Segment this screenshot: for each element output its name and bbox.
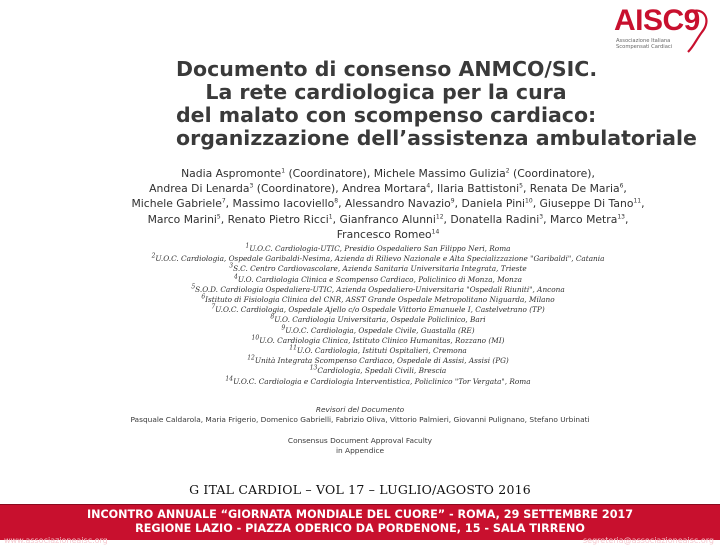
reviewers-names: Pasquale Caldarola, Maria Frigerio, Domenico Gabrielli, Fabrizio Oliva, Vittorio Palmieri, Giovanni Pulignano, Stefano Urbinati [130,415,590,425]
affiliation-superscript: 7 [221,197,226,205]
author-line [118,166,658,181]
reviewers-heading: Revisori del Documento [315,405,405,414]
affiliation-number: 10 [251,334,260,342]
affiliation-number: 14 [225,375,234,383]
banner-line-event: INCONTRO ANNUALE “GIORNATA MONDIALE DEL CUORE” - ROMA, 29 SETTEMBRE 2017 [86,508,634,521]
affiliation-superscript: 4 [426,182,431,190]
affiliation-line [138,366,618,376]
affiliation-number: 9 [281,324,286,332]
affiliation-number: 12 [247,354,255,362]
affiliation-text: U.O. Cardiologia Universitaria, Ospedale Policlinico, Bari [274,315,486,325]
author-line [118,227,658,242]
affiliation-line [138,326,618,336]
title-line: del malato con scompenso cardiaco: [176,103,597,127]
affiliation-text: U.O.C. Cardiologia e Cardiologia Interventistica, Policlinico "Tor Vergata", Roma [233,376,531,386]
affiliation-text: S.O.D. Cardiologia Ospedaliera-UTIC, Azienda Ospedaliero-Universitaria "Ospedali Riuniti", Ancona [195,284,565,294]
affiliation-line [138,295,618,305]
affiliation-text: Cardiologia, Spedali Civili, Brescia [317,366,447,376]
affiliation-superscript: 1 [328,213,333,221]
affiliation-superscript: 1 [281,167,286,175]
logo-subtitle: Associazione Italiana Scompensati Cardiaci [616,38,673,50]
author-text: , Alessandro Navazio [338,197,451,211]
heart-icon [684,6,714,56]
affiliation-number: 13 [309,365,318,373]
author-text: , Giuseppe Di Tano [532,197,634,211]
affiliation-line [138,275,618,285]
affiliation-line [138,254,618,264]
affiliation-text: Istituto di Fisiologia Clinica del CNR, ASST Grande Ospedale Metropolitano Niguarda, Milano [205,295,555,305]
affiliation-text: U.O.C. Cardiologia, Ospedale Civile, Guastalla (RE) [285,325,475,335]
event-banner [0,504,720,545]
author-text: , Daniela Pini [454,197,526,211]
author-text: , [623,182,627,196]
affiliation-number: 11 [289,344,297,352]
affiliation-superscript: 2 [505,167,510,175]
affiliation-line [138,336,618,346]
affiliation-superscript: 5 [216,213,221,221]
affiliation-text: U.O.C. Cardiologia, Ospedale Ajello c/o Ospedale Vittorio Emanuele I, Castelvetrano (TP) [215,305,545,315]
author-text: Francesco Romeo [336,227,432,241]
affiliation-number: 7 [211,303,216,311]
title-line: La rete cardiologica per la cura [205,80,567,104]
faculty-line: in Appendice [335,446,385,456]
author-list [118,166,658,242]
affiliation-number: 1 [245,242,250,250]
reviewers-section [70,405,650,425]
affiliation-line [138,285,618,295]
author-text: , Donatella Radini [443,212,540,226]
author-text: , Marco Metra [543,212,618,226]
affiliation-text: S.C. Centro Cardiovascolare, Azienda Sanitaria Universitaria Integrata, Trieste [233,264,527,274]
author-line [118,181,658,196]
affiliation-text: U.O.C. Cardiologia, Ospedale Garibaldi-Nesima, Azienda di Rilievo Nazionale e Alta Specializzazione "Garibaldi", Catania [155,254,605,264]
affiliation-text: U.O. Cardiologia Clinica e Scompenso Cardiaco, Policlinico di Monza, Monza [237,274,522,284]
author-text: Andrea Di Lenarda [149,182,250,196]
author-text: Michele Gabriele [131,197,222,211]
author-text: , Massimo Iacoviello [225,197,335,211]
affiliation-line [138,356,618,366]
aisc-logo [608,2,718,58]
author-text: , Ilaria Battistoni [430,182,520,196]
affiliation-text: U.O.C. Cardiologia-UTIC, Presidio Ospedaliero San Filippo Neri, Roma [249,244,511,253]
affiliation-superscript: 13 [617,213,625,221]
affiliation-superscript: 6 [619,182,624,190]
title-line: Documento di consenso ANMCO/SIC. [176,57,598,81]
affiliation-superscript: 10 [525,197,533,205]
affiliation-text: Unità Integrata Scompenso Cardiaco, Ospedale di Assisi, Assisi (PG) [254,356,509,366]
affiliation-number: 6 [201,293,206,301]
website-link[interactable]: www.associazioneaisc.org [4,536,108,545]
affiliation-superscript: 9 [450,197,455,205]
affiliation-superscript: 8 [334,197,339,205]
faculty-note [210,436,510,456]
author-text: Nadia Aspromonte [181,167,282,180]
author-line [118,196,658,211]
affiliation-line [138,346,618,356]
author-text: , Gianfranco Alunni [332,212,436,226]
author-text: (Coordinatore), Andrea Mortara [253,182,427,196]
affiliation-superscript: 14 [431,228,440,236]
affiliation-text: U.O. Cardiologia Clinica, Istituto Clinico Humanitas, Rozzano (MI) [259,335,505,345]
author-text: (Coordinatore), [509,167,595,180]
affiliation-number: 3 [229,262,234,270]
affiliation-number: 5 [191,283,196,291]
author-line [118,212,658,227]
affiliation-line [138,377,618,387]
author-text: , Renata De Maria [522,182,620,196]
affiliation-superscript: 11 [633,197,642,205]
affiliation-superscript: 5 [519,182,523,190]
author-text: , [624,212,629,226]
affiliation-superscript: 12 [435,213,444,221]
affiliation-line [138,264,618,274]
logo-text: AISC9 [614,4,700,37]
affiliation-number: 8 [270,314,275,321]
affiliation-number: 2 [151,252,156,260]
document-title [176,57,697,150]
faculty-line: Consensus Document Approval Faculty [287,436,433,445]
affiliation-superscript: 3 [249,182,254,190]
email-link[interactable]: segreteria@associazioneaisc.org [583,536,714,545]
affiliation-superscript: 3 [539,213,544,221]
journal-citation: G ITAL CARDIOL – VOL 17 – LUGLIO/AGOSTO 2016 [189,482,531,497]
author-text: Marco Marini [147,212,217,226]
author-text: , [641,197,645,211]
title-line: organizzazione dell’assistenza ambulatoriale [176,126,697,150]
affiliation-list [138,244,618,387]
affiliation-line [138,244,618,254]
affiliation-text: U.O. Cardiologia, Istituti Ospitalieri, Cremona [296,346,467,356]
author-text: (Coordinatore), Michele Massimo Gulizia [285,167,506,180]
banner-line-venue: REGIONE LAZIO - PIAZZA ODERICO DA PORDENONE, 15 - SALA TIRRENO [135,522,585,535]
affiliation-line [138,305,618,315]
affiliation-line [138,315,618,325]
author-text: , Renato Pietro Ricci [220,212,329,226]
affiliation-number: 4 [234,273,238,281]
